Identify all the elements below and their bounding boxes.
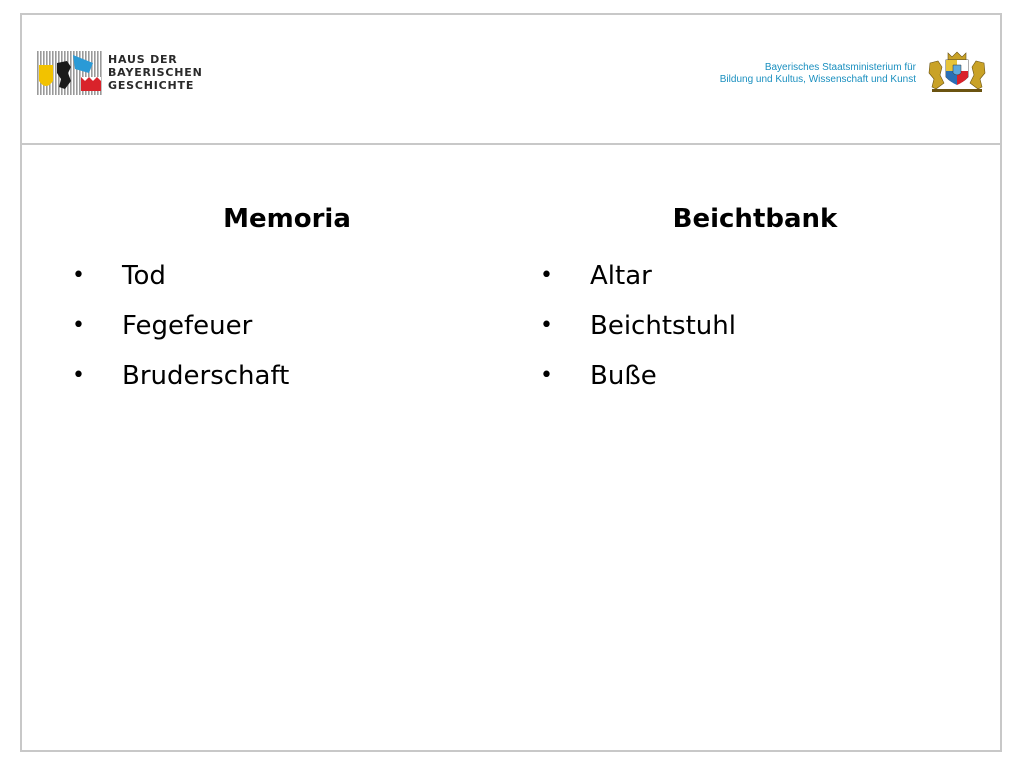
list-item-text: Beichtstuhl	[590, 311, 736, 341]
bullet-icon: •	[72, 363, 85, 388]
column-memoria	[67, 201, 507, 401]
ministry-logo-text	[720, 62, 916, 86]
hdbg-line-1: HAUS DER	[108, 53, 178, 66]
bullet-icon: •	[72, 263, 85, 288]
list-item-text: Bruderschaft	[122, 361, 290, 391]
list-item-text: Tod	[122, 261, 166, 291]
list-item-text: Altar	[590, 261, 652, 291]
column-beichtbank	[535, 201, 975, 401]
hdbg-line-2: BAYERISCHEN	[108, 66, 203, 79]
bavarian-crest-icon	[926, 51, 988, 93]
list-item	[535, 251, 975, 301]
bullet-list	[535, 251, 975, 401]
bullet-icon: •	[540, 363, 553, 388]
hdbg-line-3: GESCHICHTE	[108, 79, 195, 92]
bullet-icon: •	[540, 313, 553, 338]
list-item	[535, 301, 975, 351]
list-item	[535, 351, 975, 401]
list-item-text: Fegefeuer	[122, 311, 253, 341]
column-heading: Memoria	[223, 204, 351, 234]
list-item	[67, 251, 507, 301]
hdbg-logo-text	[108, 53, 203, 92]
ministry-line-1: Bayerisches Staatsministerium für	[764, 62, 916, 73]
column-heading: Beichtbank	[672, 204, 838, 234]
slide-frame	[20, 13, 1002, 752]
list-item	[67, 301, 507, 351]
list-item-text: Buße	[590, 361, 657, 391]
ministry-line-2: Bildung und Kultus, Wissenschaft und Kunst	[719, 74, 916, 85]
bullet-list	[67, 251, 507, 401]
bullet-icon: •	[540, 263, 553, 288]
slide-header	[22, 15, 1000, 145]
bullet-icon: •	[72, 313, 85, 338]
list-item	[67, 351, 507, 401]
